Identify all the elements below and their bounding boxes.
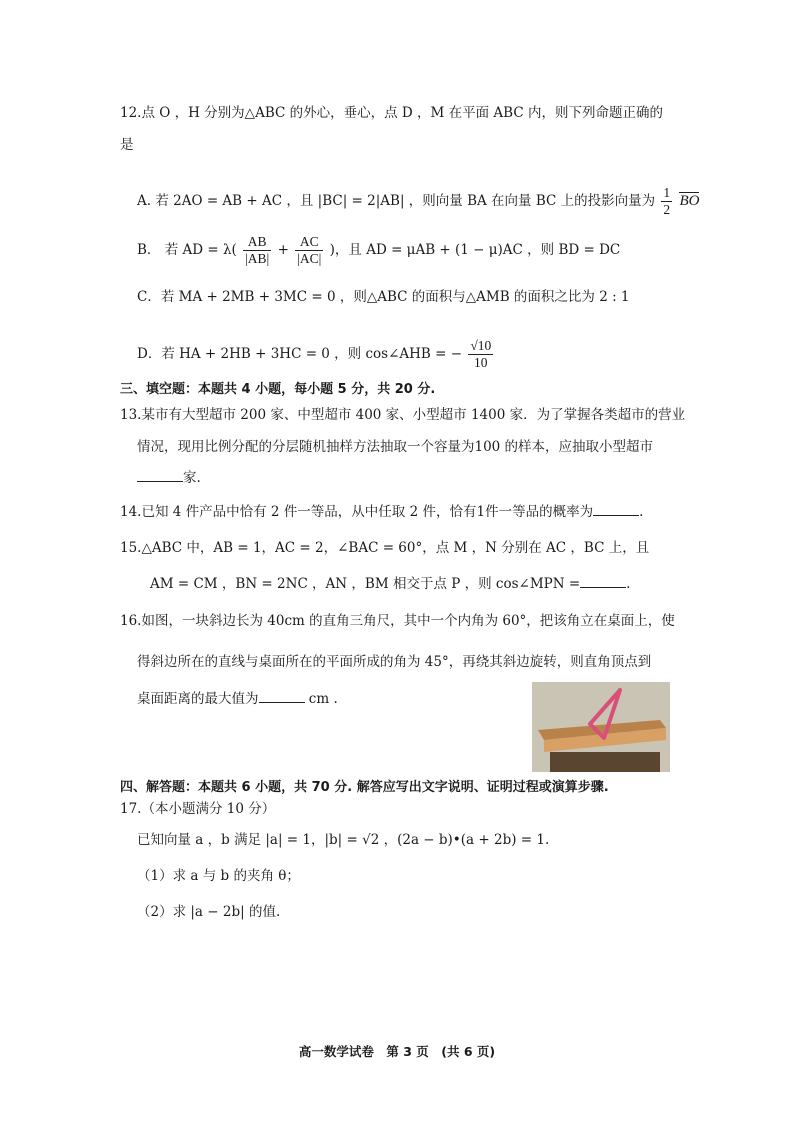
q13-line3-text: 家. — [183, 470, 201, 486]
q12-option-b-pre: B． 若 AD = λ( — [137, 242, 237, 258]
q12-option-a-fraction — [661, 185, 672, 218]
q16-line2: 得斜边所在的直线与桌面所在的平面所成的角为 45°，再绕其斜边旋转，则直角顶点到 — [137, 654, 652, 670]
q14-answer-blank[interactable] — [593, 503, 639, 516]
fraction-denominator: 10 — [474, 355, 488, 370]
q12-option-b-plus: + — [277, 242, 289, 258]
q12-option-b — [137, 234, 620, 267]
fraction-numerator: 1 — [663, 185, 671, 200]
q12-option-d-text: D．若 HA + 2HB + 3HC = 0 ，则 cos∠AHB = − — [137, 346, 463, 362]
q14-line1 — [120, 503, 643, 521]
fraction-numerator: AB — [243, 234, 271, 251]
q15-line2 — [150, 575, 630, 593]
q15-end: . — [626, 576, 631, 592]
q12-option-a-vector-bo: BO — [679, 193, 700, 209]
q12-option-b-post: )，且 AD = μAB + (1 − μ)AC ，则 BD = DC — [329, 242, 621, 258]
q17-part-2: （2）求 |a − 2b| 的值. — [137, 904, 281, 920]
fraction-denominator: 2 — [663, 202, 671, 217]
q16-line3 — [137, 690, 338, 708]
q12-option-b-fraction-2 — [295, 234, 323, 267]
q16-answer-blank[interactable] — [259, 690, 305, 703]
q12-option-d-fraction — [468, 338, 493, 371]
q12-option-c: C．若 MA + 2MB + 3MC = 0 ，则△ABC 的面积与△AMB 的面积之比为 2 : 1 — [137, 289, 630, 305]
table-leg-icon — [550, 752, 660, 772]
q15-answer-blank[interactable] — [580, 575, 626, 588]
q12-stem-line2: 是 — [120, 137, 134, 153]
q12-option-b-fraction-1 — [243, 234, 271, 267]
q15-line1: 15.△ABC 中，AB = 1，AC = 2，∠BAC = 60°，点 M ，N 分别在 AC ，BC 上，且 — [120, 540, 650, 556]
q12-option-a-text: A. 若 2AO = AB + AC ，且 |BC| = 2|AB| ，则向量 BA 在向量 BC 上的投影向量为 — [137, 193, 656, 209]
fraction-numerator: AC — [295, 234, 323, 251]
q12-option-d — [137, 338, 495, 371]
page-footer: 高一数学试卷 第 3 页 (共 6 页) — [298, 1044, 496, 1059]
q17-header: 17.（本小题满分 10 分） — [120, 801, 276, 817]
q12-option-a — [137, 185, 700, 218]
fraction-numerator: √10 — [470, 338, 492, 353]
q15-line2-text: AM = CM ，BN = 2NC ，AN ，BM 相交于点 P ，则 cos∠MPN = — [150, 576, 581, 592]
q16-figure-triangle-on-table — [532, 682, 670, 772]
fraction-denominator: |AB| — [245, 251, 270, 266]
section-3-heading: 三、填空题：本题共 4 小题，每小题 5 分，共 20 分. — [120, 382, 436, 397]
q13-line2: 情况，现用比例分配的分层随机抽样方法抽取一个容量为100 的样本，应抽取小型超市 — [137, 439, 654, 455]
q13-line3 — [137, 469, 201, 487]
q12-stem-line1: 12.点 O ，H 分别为△ABC 的外心，垂心，点 D ，M 在平面 ABC 内，则下列命题正确的 — [120, 105, 663, 121]
q14-end: . — [639, 504, 644, 520]
q16-line3-text: 桌面距离的最大值为 — [137, 691, 259, 707]
q16-unit: cm . — [308, 691, 338, 707]
q16-line1: 16.如图，一块斜边长为 40cm 的直角三角尺，其中一个内角为 60°，把该角立在桌面上，使 — [120, 613, 675, 629]
q17-part-1: （1）求 a 与 b 的夹角 θ； — [137, 868, 300, 884]
q14-text: 14.已知 4 件产品中恰有 2 件一等品，从中任取 2 件，恰有1件一等品的概率为 — [120, 504, 594, 520]
q17-given: 已知向量 a ，b 满足 |a| = 1，|b| = √2 ，(2a − b)•(a + 2b) = 1. — [137, 832, 550, 848]
section-4-heading: 四、解答题：本题共 6 小题，共 70 分. 解答应写出文字说明、证明过程或演算步骤. — [120, 780, 609, 795]
q13-answer-blank[interactable] — [137, 469, 183, 482]
fraction-denominator: |AC| — [297, 251, 322, 266]
q13-line1: 13.某市有大型超市 200 家、中型超市 400 家、小型超市 1400 家．为了掌握各类超市的营业 — [120, 407, 686, 423]
